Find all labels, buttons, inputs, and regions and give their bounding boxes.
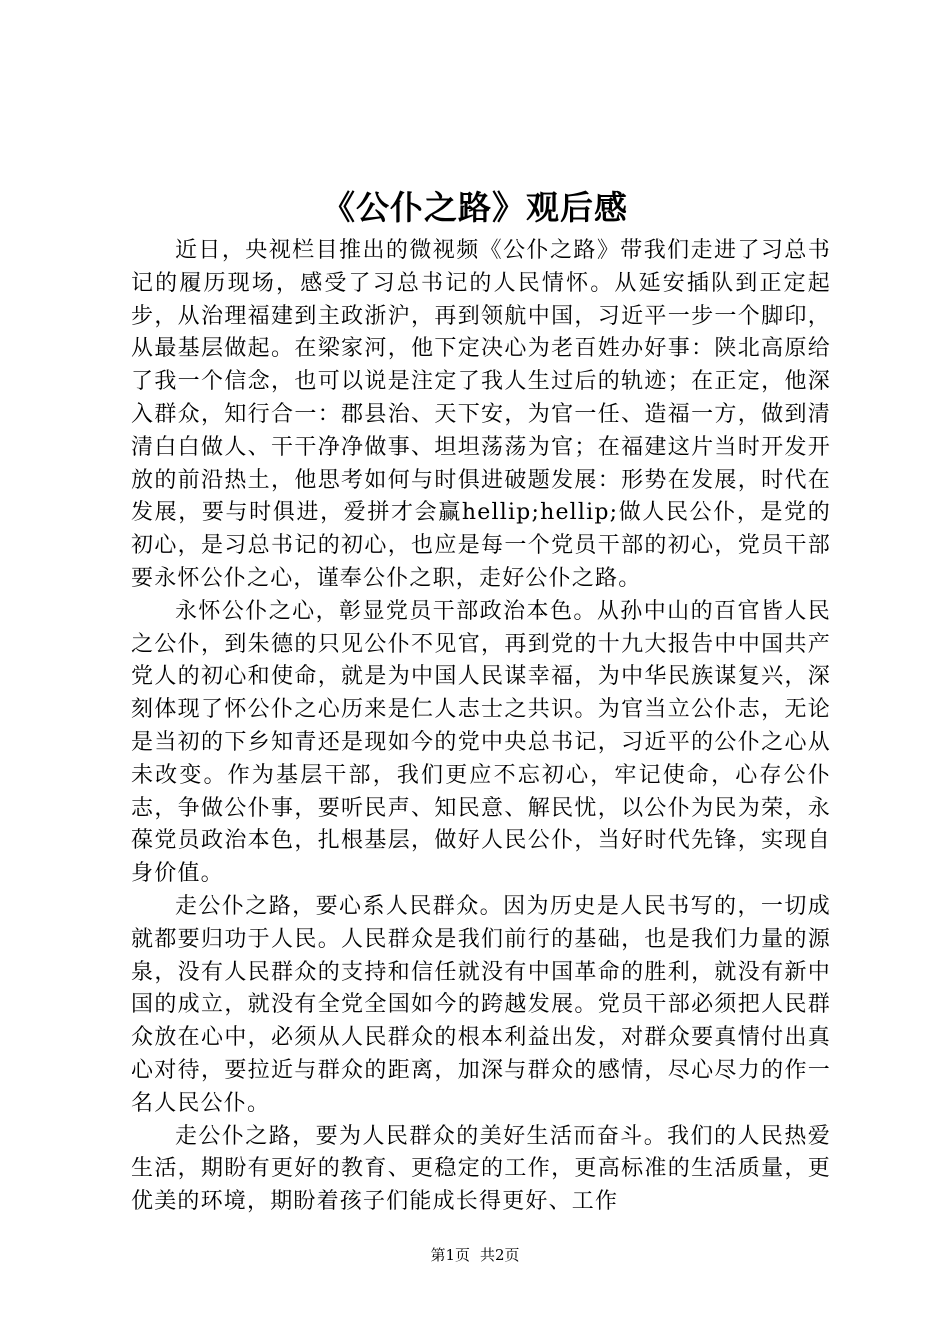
page-count: 共2页	[480, 1246, 520, 1264]
document-title: 《公仆之路》观后感	[322, 188, 628, 227]
paragraph: 走公仆之路，要心系人民群众。因为历史是人民书写的，一切成就都要归功于人民。人民群众是我们前行的基础，也是我们力量的源泉，没有人民群众的支持和信任就没有中国革命的胜利，就没有新中国的成立，就没有全党全国如今的跨越发展。党员干部必须把人民群众放在心中，必须从人民群众的根本利益出发，对群众要真情付出真心对待，要拉近与群众的距离，加深与群众的感情，尽心尽力的作一名人民公仆。	[131, 893, 831, 1116]
paragraph: 近日，央视栏目推出的微视频《公仆之路》带我们走进了习总书记的履历现场，感受了习总书记的人民情怀。从延安插队到正定起步，从治理福建到主政浙沪，再到领航中国，习近平一步一个脚印，从最基层做起。在梁家河，他下定决心为老百姓办好事：陕北高原给了我一个信念，也可以说是注定了我人生过后的轨迹；在正定，他深入群众，知行合一：郡县治、天下安，为官一任、造福一方，做到清清白白做人、干干净净做事、坦坦荡荡为官；在福建这片当时开发开放的前沿热土，他思考如何与时俱进破题发展：形势在发展，时代在发展，要与时俱进，爱拼才会赢hellip;hellip;做人民公仆，是党的初心，是习总书记的初心，也应是每一个党员干部的初心，党员干部要永怀公仆之心，谨奉公仆之职，走好公仆之路。	[131, 238, 831, 591]
paragraph: 走公仆之路，要为人民群众的美好生活而奋斗。我们的人民热爱生活，期盼有更好的教育、更稳定的工作，更高标准的生活质量，更优美的环境，期盼着孩子们能成长得更好、工作	[131, 1123, 831, 1215]
page-footer	[0, 1245, 950, 1265]
document-body	[131, 235, 831, 1219]
page-number: 第1页	[430, 1246, 470, 1264]
paragraph: 永怀公仆之心，彰显党员干部政治本色。从孙中山的百官皆人民之公仆，到朱德的只见公仆不见官，再到党的十九大报告中中国共产党人的初心和使命，就是为中国人民谋幸福，为中华民族谋复兴，深刻体现了怀公仆之心历来是仁人志士之共识。为官当立公仆志，无论是当初的下乡知青还是现如今的党中央总书记，习近平的公仆之心从未改变。作为基层干部，我们更应不忘初心，牢记使命，心存公仆志，争做公仆事，要听民声、知民意、解民忧，以公仆为民为荣，永葆党员政治本色，扎根基层，做好人民公仆，当好时代先锋，实现自身价值。	[131, 598, 831, 887]
